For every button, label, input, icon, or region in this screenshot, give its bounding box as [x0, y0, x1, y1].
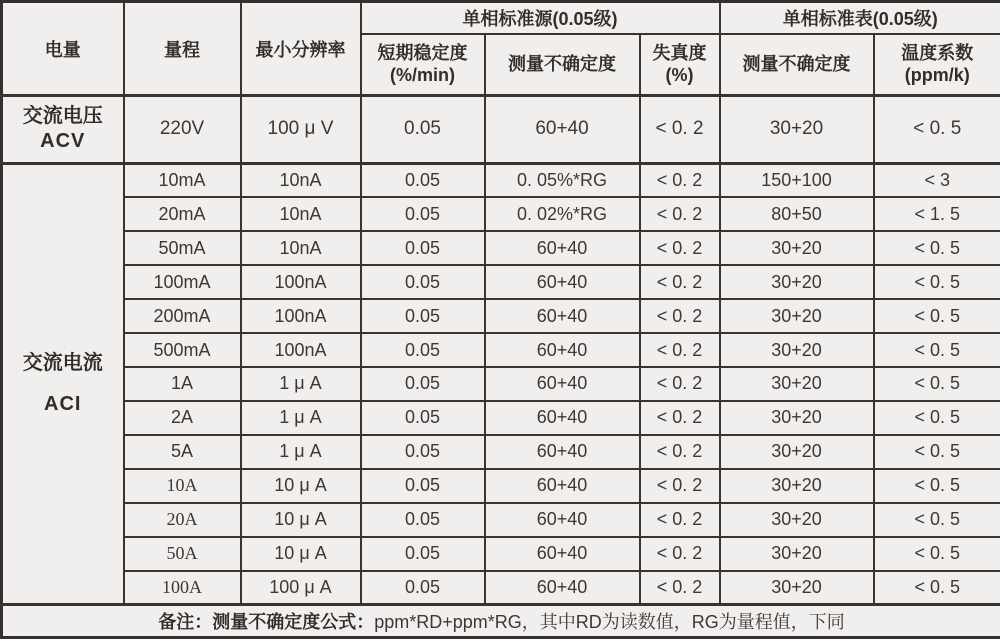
footer-row [2, 605, 1000, 638]
cell-resolution: 10 μ A [241, 503, 361, 537]
cell-resolution: 100nA [241, 333, 361, 367]
cell-meter-uncertainty: 30+20 [720, 537, 874, 571]
cell-range: 500mA [124, 333, 241, 367]
header-resolution: 最小分辨率 [241, 2, 361, 96]
cell-uncertainty: 60+40 [485, 435, 640, 469]
cell-range: 220V [124, 96, 241, 164]
table-row [2, 571, 1000, 605]
table-row [2, 197, 1000, 231]
cell-resolution: 100nA [241, 265, 361, 299]
cell-range: 50mA [124, 231, 241, 265]
cell-uncertainty: 60+40 [485, 503, 640, 537]
table-row [2, 435, 1000, 469]
cell-distortion: < 0. 2 [640, 231, 720, 265]
cell-temp: < 0. 5 [874, 367, 1000, 401]
header-source-uncertainty: 测量不确定度 [485, 34, 640, 96]
cell-temp: < 0. 5 [874, 333, 1000, 367]
section-label-acv: 交流电压 ACV [2, 96, 124, 164]
table-row [2, 96, 1000, 164]
cell-resolution: 10nA [241, 163, 361, 197]
cell-temp: < 0. 5 [874, 503, 1000, 537]
cell-range: 200mA [124, 299, 241, 333]
cell-uncertainty: 60+40 [485, 367, 640, 401]
cell-meter-uncertainty: 30+20 [720, 469, 874, 503]
cell-resolution: 100 μ A [241, 571, 361, 605]
footer-body [2, 605, 1000, 638]
cell-resolution: 100nA [241, 299, 361, 333]
cell-temp: < 0. 5 [874, 435, 1000, 469]
header-meter-group: 单相标准表(0.05级) [720, 2, 1000, 34]
cell-range: 2A [124, 401, 241, 435]
cell-temp: < 0. 5 [874, 401, 1000, 435]
cell-range: 100A [124, 571, 241, 605]
cell-distortion: < 0. 2 [640, 503, 720, 537]
cell-temp: < 0. 5 [874, 96, 1000, 164]
remark-note [2, 605, 1000, 638]
cell-distortion: < 0. 2 [640, 367, 720, 401]
cell-distortion: < 0. 2 [640, 537, 720, 571]
table-row [2, 265, 1000, 299]
cell-temp: < 0. 5 [874, 571, 1000, 605]
cell-range: 50A [124, 537, 241, 571]
cell-stability: 0.05 [361, 197, 485, 231]
header-source-group: 单相标准源(0.05级) [361, 2, 720, 34]
remark-text: ppm*RD+ppm*RG，其中RD为读数值，RG为量程值，下同 [374, 612, 845, 633]
cell-distortion: < 0. 2 [640, 571, 720, 605]
cell-resolution: 10 μ A [241, 537, 361, 571]
header-temp-coefficient: 温度系数 (ppm/k) [874, 34, 1000, 96]
cell-temp: < 3 [874, 163, 1000, 197]
cell-uncertainty: 60+40 [485, 537, 640, 571]
table-row [2, 163, 1000, 197]
table-row [2, 333, 1000, 367]
cell-distortion: < 0. 2 [640, 435, 720, 469]
cell-stability: 0.05 [361, 265, 485, 299]
cell-resolution: 10nA [241, 231, 361, 265]
cell-distortion: < 0. 2 [640, 197, 720, 231]
header-distortion: 失真度 (%) [640, 34, 720, 96]
table-row [2, 299, 1000, 333]
cell-meter-uncertainty: 30+20 [720, 299, 874, 333]
cell-stability: 0.05 [361, 163, 485, 197]
cell-range: 10mA [124, 163, 241, 197]
header-meter-uncertainty: 测量不确定度 [720, 34, 874, 96]
cell-temp: < 0. 5 [874, 469, 1000, 503]
cell-meter-uncertainty: 30+20 [720, 231, 874, 265]
cell-stability: 0.05 [361, 571, 485, 605]
cell-stability: 0.05 [361, 96, 485, 164]
cell-resolution: 10nA [241, 197, 361, 231]
table-row [2, 537, 1000, 571]
cell-uncertainty: 60+40 [485, 469, 640, 503]
cell-meter-uncertainty: 30+20 [720, 96, 874, 164]
cell-range: 10A [124, 469, 241, 503]
cell-distortion: < 0. 2 [640, 299, 720, 333]
cell-temp: < 0. 5 [874, 231, 1000, 265]
cell-distortion: < 0. 2 [640, 401, 720, 435]
cell-meter-uncertainty: 30+20 [720, 503, 874, 537]
header-stability: 短期稳定度 (%/min) [361, 34, 485, 96]
cell-meter-uncertainty: 80+50 [720, 197, 874, 231]
cell-stability: 0.05 [361, 333, 485, 367]
remark-label: 备注：测量不确定度公式： [158, 612, 375, 633]
cell-distortion: < 0. 2 [640, 163, 720, 197]
cell-uncertainty: 60+40 [485, 571, 640, 605]
cell-uncertainty: 60+40 [485, 231, 640, 265]
aci-section-body [2, 163, 1000, 604]
cell-resolution: 1 μ A [241, 435, 361, 469]
cell-uncertainty: 60+40 [485, 96, 640, 164]
cell-distortion: < 0. 2 [640, 96, 720, 164]
cell-resolution: 1 μ A [241, 367, 361, 401]
cell-distortion: < 0. 2 [640, 265, 720, 299]
cell-stability: 0.05 [361, 231, 485, 265]
cell-stability: 0.05 [361, 469, 485, 503]
cell-range: 100mA [124, 265, 241, 299]
cell-range: 1A [124, 367, 241, 401]
cell-meter-uncertainty: 150+100 [720, 163, 874, 197]
cell-range: 5A [124, 435, 241, 469]
table-row [2, 367, 1000, 401]
cell-stability: 0.05 [361, 503, 485, 537]
cell-stability: 0.05 [361, 435, 485, 469]
cell-temp: < 0. 5 [874, 299, 1000, 333]
cell-uncertainty: 0. 05%*RG [485, 163, 640, 197]
cell-temp: < 1. 5 [874, 197, 1000, 231]
table-row [2, 401, 1000, 435]
group-header-row [2, 2, 1000, 34]
cell-stability: 0.05 [361, 401, 485, 435]
cell-uncertainty: 60+40 [485, 401, 640, 435]
cell-meter-uncertainty: 30+20 [720, 367, 874, 401]
cell-temp: < 0. 5 [874, 537, 1000, 571]
cell-range: 20mA [124, 197, 241, 231]
header-quantity: 电量 [2, 2, 124, 96]
table-row [2, 503, 1000, 537]
cell-resolution: 1 μ A [241, 401, 361, 435]
cell-resolution: 100 μ V [241, 96, 361, 164]
header-range: 量程 [124, 2, 241, 96]
cell-stability: 0.05 [361, 299, 485, 333]
table-row [2, 231, 1000, 265]
cell-resolution: 10 μ A [241, 469, 361, 503]
cell-meter-uncertainty: 30+20 [720, 265, 874, 299]
cell-uncertainty: 60+40 [485, 333, 640, 367]
acv-section-body [2, 96, 1000, 164]
cell-meter-uncertainty: 30+20 [720, 333, 874, 367]
cell-distortion: < 0. 2 [640, 333, 720, 367]
cell-stability: 0.05 [361, 367, 485, 401]
table-row [2, 469, 1000, 503]
cell-meter-uncertainty: 30+20 [720, 435, 874, 469]
cell-meter-uncertainty: 30+20 [720, 401, 874, 435]
cell-temp: < 0. 5 [874, 265, 1000, 299]
table-header [2, 2, 1000, 96]
section-label-aci: 交流电流 ACI [2, 163, 124, 604]
cell-uncertainty: 60+40 [485, 299, 640, 333]
cell-range: 20A [124, 503, 241, 537]
cell-uncertainty: 60+40 [485, 265, 640, 299]
cell-meter-uncertainty: 30+20 [720, 571, 874, 605]
cell-uncertainty: 0. 02%*RG [485, 197, 640, 231]
cell-stability: 0.05 [361, 537, 485, 571]
cell-distortion: < 0. 2 [640, 469, 720, 503]
